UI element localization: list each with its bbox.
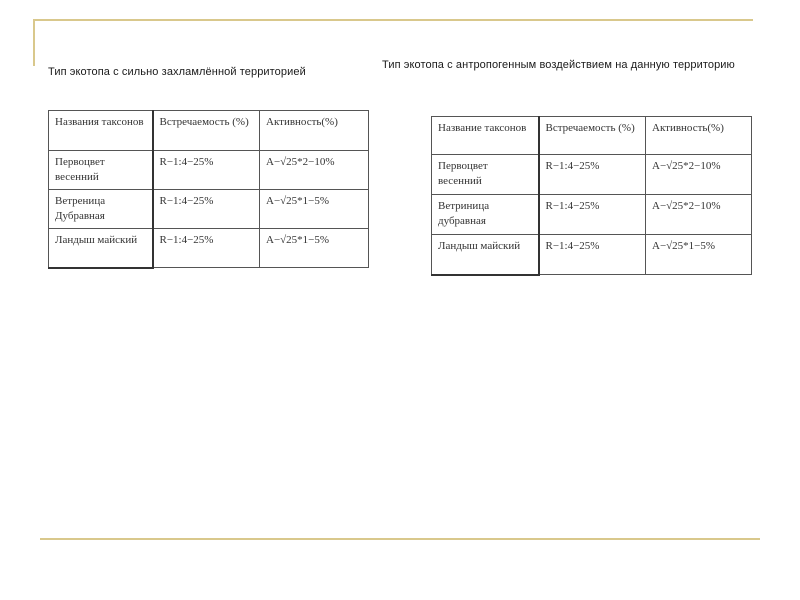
table-row — [49, 190, 369, 229]
header-cell-activity: Активность(%) — [646, 117, 752, 155]
table-row — [49, 151, 369, 190]
occurrence-cell: R−1:4−25% — [539, 195, 646, 235]
top-decorative-rule — [33, 19, 753, 21]
header-cell-occurrence: Встречаемость (%) — [153, 111, 260, 151]
table-row — [432, 235, 752, 275]
header-cell-occurrence: Встречаемость (%) — [539, 117, 646, 155]
header-cell-taxa: Название таксонов — [432, 117, 539, 155]
occurrence-cell: R−1:4−25% — [153, 190, 260, 229]
header-cell-activity: Активность(%) — [260, 111, 369, 151]
activity-cell: A−√25*1−5% — [260, 190, 369, 229]
taxon-name-cell: Ландыш майский — [432, 235, 539, 275]
right-table-caption: Тип экотопа с антропогенным воздействием на данную территорию — [382, 59, 735, 71]
occurrence-cell: R−1:4−25% — [539, 155, 646, 195]
activity-cell: A−√25*2−10% — [260, 151, 369, 190]
taxon-name-cell: Ветреница Дубравная — [49, 190, 153, 229]
bottom-decorative-rule — [40, 538, 760, 540]
table-row — [432, 155, 752, 195]
table-header-row — [432, 117, 752, 155]
table-header-row — [49, 111, 369, 151]
occurrence-cell: R−1:4−25% — [153, 229, 260, 268]
taxon-name-cell: Первоцвет весенний — [49, 151, 153, 190]
activity-cell: A−√25*2−10% — [646, 155, 752, 195]
table-row — [49, 229, 369, 268]
activity-cell: A−√25*1−5% — [260, 229, 369, 268]
left-table-caption: Тип экотопа с сильно захламлённой территорией — [48, 66, 306, 78]
table-row — [432, 195, 752, 235]
header-cell-taxa: Названия таксонов — [49, 111, 153, 151]
activity-cell: A−√25*1−5% — [646, 235, 752, 275]
taxon-name-cell: Первоцвет весенний — [432, 155, 539, 195]
left-decorative-rule — [33, 19, 35, 66]
activity-cell: A−√25*2−10% — [646, 195, 752, 235]
anthropogenic-territory-table — [431, 116, 752, 276]
taxon-name-cell: Ландыш майский — [49, 229, 153, 268]
littered-territory-table — [48, 110, 369, 269]
occurrence-cell: R−1:4−25% — [539, 235, 646, 275]
taxon-name-cell: Ветриница дубравная — [432, 195, 539, 235]
occurrence-cell: R−1:4−25% — [153, 151, 260, 190]
